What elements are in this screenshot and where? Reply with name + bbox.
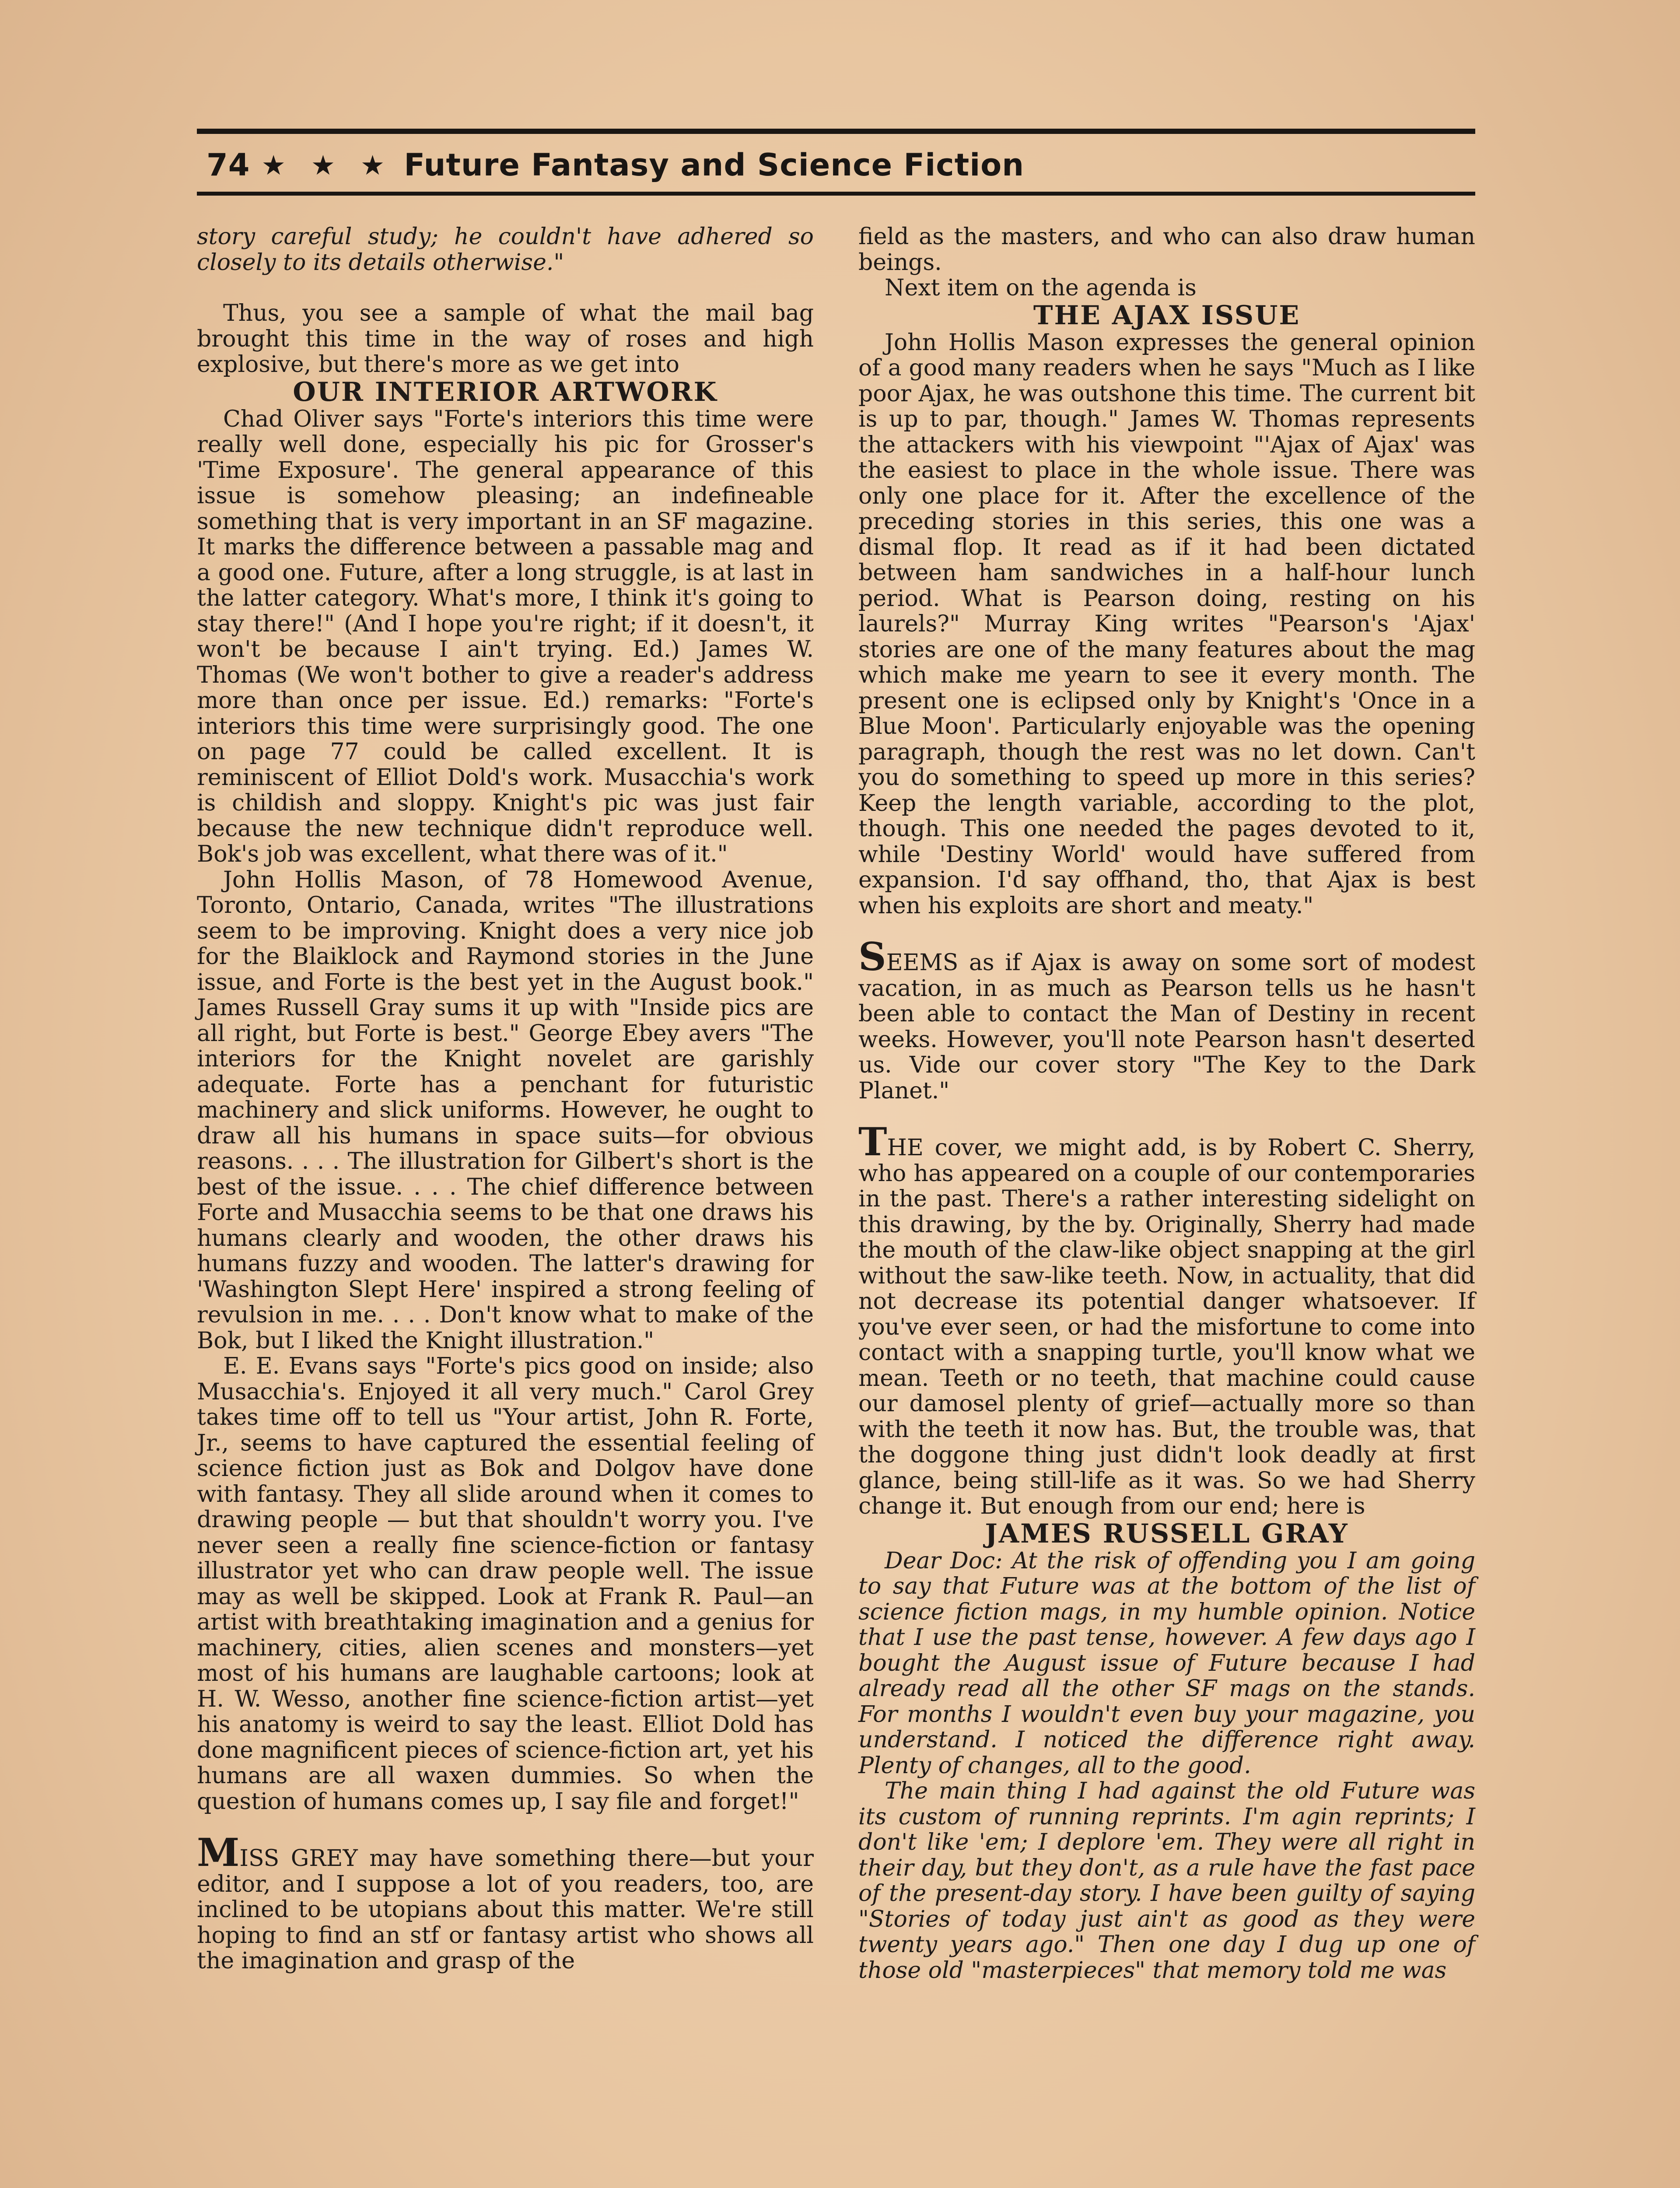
paragraph: John Hollis Mason, of 78 Homewood Avenue, Toronto, Ontario, Canada, writes "The illustrations seem to be improving. Knight does a very nice job for the Blaiklock and Raymond stories in the June issue, and Forte is the best yet in the August book." James Russell Gray sums it up with "Inside pics are all right, but Forte is best." George Ebey avers "The interiors for the Knight novelet are garishly adequate. Forte has a penchant for futuristic machinery and slick uniforms. However, he ought to draw all his humans in space suits—for obvious reasons. . . . The illustration for Gilbert's short is the best of the issue. . . . The chief difference between Forte and Musacchia seems to be that one draws his humans clearly and wooden, the other draws his humans fuzzy and wooden. The latter's drawing for 'Washington Slept Here' inspired a strong feeling of revulsion in me. . . . Don't know what to make of the Bok, but I liked the Knight illustration." <box>197 866 814 1354</box>
magazine-title: Future Fantasy and Science Fiction <box>404 147 1025 183</box>
drop-cap: T <box>858 1119 887 1164</box>
left-column <box>197 224 814 1974</box>
running-header <box>206 141 1024 189</box>
section-heading-ajax-issue: THE AJAX ISSUE <box>1033 300 1301 331</box>
paragraph: field as the masters, and who can also draw human beings. <box>858 224 1475 276</box>
paragraph: The main thing I had against the old Future was its custom of running reprints. I'm agin reprints; I don't like 'em; I deplore 'em. They were all right in their day, but they don't, as a rule have the fast pace of the present-day story. I have been guilty of saying "Stories of today just ain't as good as they were twenty years ago." Then one day I dug up one of those old "masterpieces" that memory told me was <box>858 1778 1475 1984</box>
paragraph: Next item on the agenda is <box>885 275 1197 301</box>
paragraph: MISS GREY may have something there—but your editor, and I suppose a lot of you readers, too, are inclined to be utopians about this matter. We're still hoping to find an stf or fantasy artist who shows all the imagination and grasp of the <box>197 1830 814 1974</box>
paragraph: Chad Oliver says "Forte's interiors this time were really well done, especially his pic for Grosser's 'Time Exposure'. The general appearance of this issue is somehow pleasing; an indefineable something that is very important in an SF magazine. It marks the difference between a passable mag and a good one. Future, after a long struggle, is at last in the latter category. What's more, I think it's going to stay there!" (And I hope you're right; if it doesn't, it won't be because I ain't trying. Ed.) James W. Thomas (We won't bother to give a reader's address more than once per issue. Ed.) remarks: "Forte's interiors this time were surprisingly good. The one on page 77 could be called excellent. It is reminiscent of Elliot Dold's work. Musacchia's work is childish and sloppy. Knight's pic was just fair because the new technique didn't reproduce well. Bok's job was excellent, what there was of it." <box>197 406 814 867</box>
paragraph: Thus, you see a sample of what the mail bag brought this time in the way of roses and high explosive, but there's more as we get into <box>197 300 814 378</box>
paragraph: Dear Doc: At the risk of offending you I am going to say that Future was at the bottom of the list of science fiction mags, in my humble opinion. Notice that I use the past tense, however. A few days ago I bought the August issue of Future because I had already read all the other SF mags on the stands. For months I wouldn't even buy your magazine, you understand. I noticed the difference right away. Plenty of changes, all to the good. <box>858 1547 1475 1779</box>
star-ornaments: ★ ★ ★ <box>261 149 393 181</box>
paragraph: story careful study; he couldn't have adhered so closely to its details otherwise." <box>197 224 814 276</box>
header-bottom-rule <box>197 192 1475 196</box>
drop-cap: M <box>197 1830 240 1875</box>
section-heading-james-russell-gray: JAMES RUSSELL GRAY <box>985 1518 1349 1549</box>
paragraph: SEEMS as if Ajax is away on some sort of modest vacation, in as much as Pearson tells us he hasn't been able to contact the Man of Destiny in recent weeks. However, you'll note Pearson hasn't deserted us. Vide our cover story "The Key to the Dark Planet." <box>858 934 1475 1104</box>
paragraph: John Hollis Mason expresses the general opinion of a good many readers when he says "Much as I like poor Ajax, he was outshone this time. The current bit is up to par, though." James W. Thomas represents the attackers with his viewpoint "'Ajax of Ajax' was the easiest to place in the whole issue. There was only one place for it. After the excellence of the preceding stories in this series, this one was a dismal flop. It read as if it had been dictated between ham sandwiches in a half-hour lunch period. What is Pearson doing, resting on his laurels?" Murray King writes "Pearson's 'Ajax' stories are one of the many features about the mag which make me yearn to see it every month. The present one is eclipsed only by Knight's 'Once in a Blue Moon'. Particularly enjoyable was the opening paragraph, though the rest was no let down. Can't you do something to speed up more in this series? Keep the length variable, according to the plot, though. This one needed the pages devoted to it, while 'Destiny World' would have suffered from expansion. I'd say offhand, tho, that Ajax is best when his exploits are short and meaty." <box>858 329 1475 919</box>
paragraph: E. E. Evans says "Forte's pics good on inside; also Musacchia's. Enjoyed it all very much." Carol Grey takes time off to tell us "Your artist, John R. Forte, Jr., seems to have captured the essential feeling of science fiction just as Bok and Dolgov have done with fantasy. They all slide around when it comes to drawing people — but that shouldn't worry you. I've never seen a really fine science-fiction or fantasy illustrator yet who can draw people well. The issue may as well be skipped. Look at Frank R. Paul—an artist with breathtaking imagination and a genius for machinery, cities, alien scenes and monsters—yet most of his humans are laughable cartoons; look at H. W. Wesso, another fine science-fiction artist—yet his anatomy is weird to say the least. Elliot Dold has done magnificent pieces of science-fiction art, yet his humans are all waxen dummies. So when the question of humans comes up, I say file and forget!" <box>197 1353 814 1815</box>
drop-cap: S <box>858 934 886 979</box>
paragraph: THE cover, we might add, is by Robert C. Sherry, who has appeared on a couple of our contemporaries in the past. There's a rather interesting sidelight on this drawing, by the by. Originally, Sherry had made the mouth of the claw-like object snapping at the girl without the saw-like teeth. Now, in actuality, that did not decrease its potential danger whatsoever. If you've ever seen, or had the misfortune to come into contact with a snapping turtle, you'll know what we mean. Teeth or no teeth, that machine could cause our damosel plenty of grief—actually more so than with the teeth it now has. But, the trouble was, that the doggone thing just didn't look deadly at first glance, being still-life as it was. So we had Sherry change it. But enough from our end; here is <box>858 1119 1475 1519</box>
section-heading-interior-artwork: OUR INTERIOR ARTWORK <box>293 376 718 407</box>
header-top-rule <box>197 129 1475 134</box>
right-column <box>858 224 1475 1983</box>
page-number: 74 <box>206 147 250 183</box>
